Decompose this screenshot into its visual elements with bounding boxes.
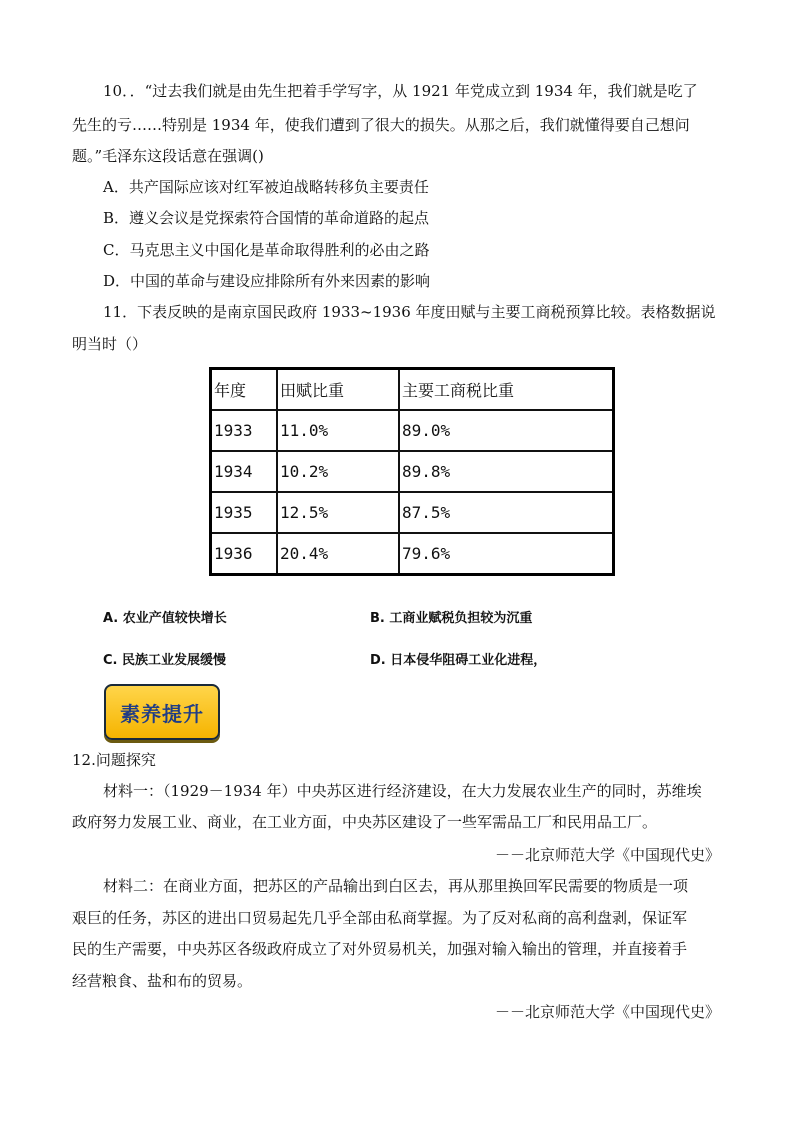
table-cell: 89.0%	[399, 410, 614, 451]
table-row	[211, 410, 614, 451]
table-row	[211, 451, 614, 492]
table-cell: 20.4%	[277, 533, 399, 575]
table-row	[211, 492, 614, 533]
table-cell: 10.2%	[277, 451, 399, 492]
q12-title: 12.问题探究	[72, 751, 156, 769]
q10-stem-line1: 10．．“过去我们就是由先生把着手学写字，从 1921 年党成立到 1934 年，我们就是吃了	[103, 82, 698, 100]
tax-table	[209, 367, 615, 576]
table-cell: 79.6%	[399, 533, 614, 575]
q11-stem-line1: 11．下表反映的是南京国民政府 1933~1936 年度田赋与主要工商税预算比较。表格数据说	[103, 303, 716, 321]
q10-option-c: C．马克思主义中国化是革命取得胜利的必由之路	[103, 241, 430, 259]
table-cell: 12.5%	[277, 492, 399, 533]
q12-material1-line2: 政府努力发展工业、商业，在工业方面，中央苏区建设了一些军需品工厂和民用品工厂。	[72, 813, 658, 831]
q12-material2-line4: 经营粮食、盐和布的贸易。	[72, 972, 253, 990]
table-row	[211, 533, 614, 575]
table-header-cell: 主要工商税比重	[399, 369, 614, 411]
q10-stem-line2: 先生的亏……特别是 1934 年，使我们遭到了很大的损失。从那之后，我们就懂得要自己想问	[72, 116, 690, 134]
table-cell: 11.0%	[277, 410, 399, 451]
q11-answer-d: D. 日本侵华阻碍工业化进程，	[370, 653, 547, 668]
table-cell: 1933	[211, 410, 278, 451]
q11-answer-c: C. 民族工业发展缓慢	[103, 653, 227, 668]
q10-stem-line3: 题。”毛泽东这段话意在强调()	[72, 147, 264, 165]
q12-source2: －－北京师范大学《中国现代史》	[494, 1003, 720, 1021]
q12-material2-line3: 民的生产需要，中央苏区各级政府成立了对外贸易机关，加强对输入输出的管理，并直接着手	[72, 940, 688, 958]
table-header-row	[211, 369, 614, 411]
q11-stem-line2: 明当时（）	[72, 335, 148, 353]
table-header-cell: 年度	[211, 369, 278, 411]
q12-source1: －－北京师范大学《中国现代史》	[494, 846, 720, 864]
table-cell: 1936	[211, 533, 278, 575]
q12-material2-line2: 艰巨的任务，苏区的进出口贸易起先几乎全部由私商掌握。为了反对私商的高利盘剥，保证军	[72, 909, 688, 927]
table-header-cell: 田赋比重	[277, 369, 399, 411]
q10-option-d: D．中国的革命与建设应排除所有外来因素的影响	[103, 272, 431, 290]
q10-option-a: A．共产国际应该对红军被迫战略转移负主要责任	[103, 178, 429, 196]
q10-option-b: B．遵义会议是党探索符合国情的革命道路的起点	[103, 209, 430, 227]
table-cell: 89.8%	[399, 451, 614, 492]
table-cell: 1935	[211, 492, 278, 533]
q11-answer-a: A. 农业产值较快增长	[103, 611, 227, 626]
q12-material1-line1: 材料一：（1929－1934 年）中央苏区进行经济建设，在大力发展农业生产的同时，苏维埃	[103, 782, 702, 800]
q11-answer-b: B. 工商业赋税负担较为沉重	[370, 611, 533, 626]
table-cell: 87.5%	[399, 492, 614, 533]
section-badge: 素养提升	[104, 684, 220, 740]
q12-material2-line1: 材料二：在商业方面，把苏区的产品输出到白区去，再从那里换回军民需要的物质是一项	[103, 877, 689, 895]
table-cell: 1934	[211, 451, 278, 492]
